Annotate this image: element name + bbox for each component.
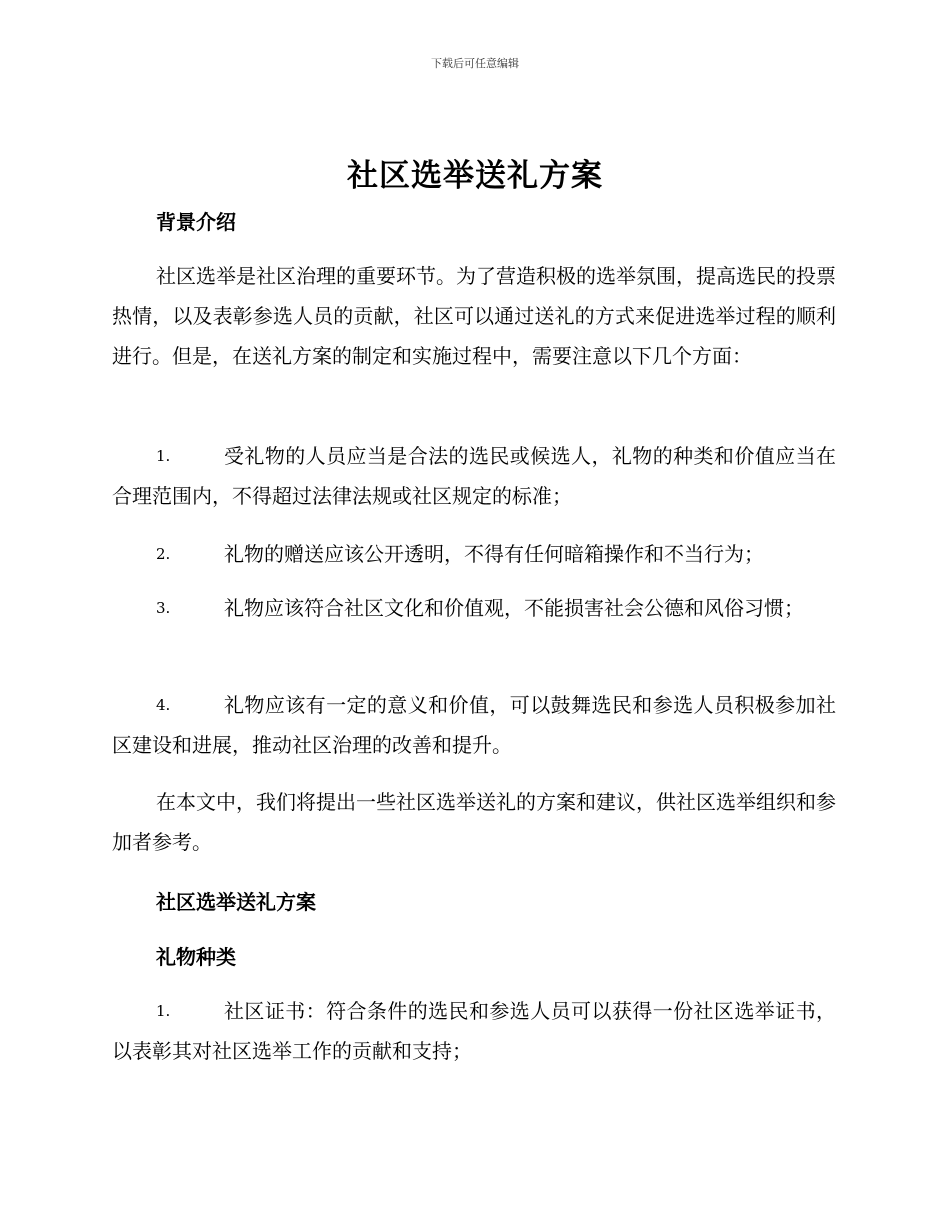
- section-heading-background: 背景介绍: [156, 210, 236, 234]
- list-item-number: 1.: [156, 1002, 171, 1020]
- document-title: 社区选举送礼方案: [347, 158, 603, 194]
- list-item: [112, 685, 836, 765]
- list-item: [112, 436, 836, 516]
- list-item-text: 礼物的赠送应该公开透明，不得有任何暗箱操作和不当行为；: [224, 542, 764, 566]
- closing-paragraph: 在本文中，我们将提出一些社区选举送礼的方案和建议，供社区选举组织和参加者参考。: [112, 790, 836, 854]
- list-item: [112, 534, 836, 574]
- list-item-text: 受礼物的人员应当是合法的选民或候选人，礼物的种类和价值应当在合理范围内，不得超过法律法规或社区规定的标准；: [112, 444, 836, 508]
- list-item-text: 礼物应该符合社区文化和价值观，不能损害社会公德和风俗习惯；: [224, 596, 804, 620]
- list-item-number: 4.: [156, 696, 171, 714]
- subsection-heading-gift-types: 礼物种类: [156, 945, 236, 969]
- intro-paragraph: 社区选举是社区治理的重要环节。为了营造积极的选举氛围，提高选民的投票热情，以及表彰参选人员的贡献，社区可以通过送礼的方式来促进选举过程的顺利进行。但是，在送礼方案的制定和实施过程中，需要注意以下几个方面：: [112, 264, 836, 368]
- list-item: [112, 588, 836, 628]
- section-heading-plan: 社区选举送礼方案: [156, 890, 316, 914]
- list-item: [112, 991, 836, 1071]
- list-item-number: 3.: [156, 599, 171, 617]
- list-item-text: 社区证书：符合条件的选民和参选人员可以获得一份社区选举证书，以表彰其对社区选举工作的贡献和支持；: [112, 999, 836, 1063]
- list-item-number: 2.: [156, 545, 171, 563]
- list-item-text: 礼物应该有一定的意义和价值，可以鼓舞选民和参选人员积极参加社区建设和进展，推动社区治理的改善和提升。: [112, 693, 836, 757]
- page-header-note: 下载后可任意编辑: [431, 57, 519, 70]
- list-item-number: 1.: [156, 447, 171, 465]
